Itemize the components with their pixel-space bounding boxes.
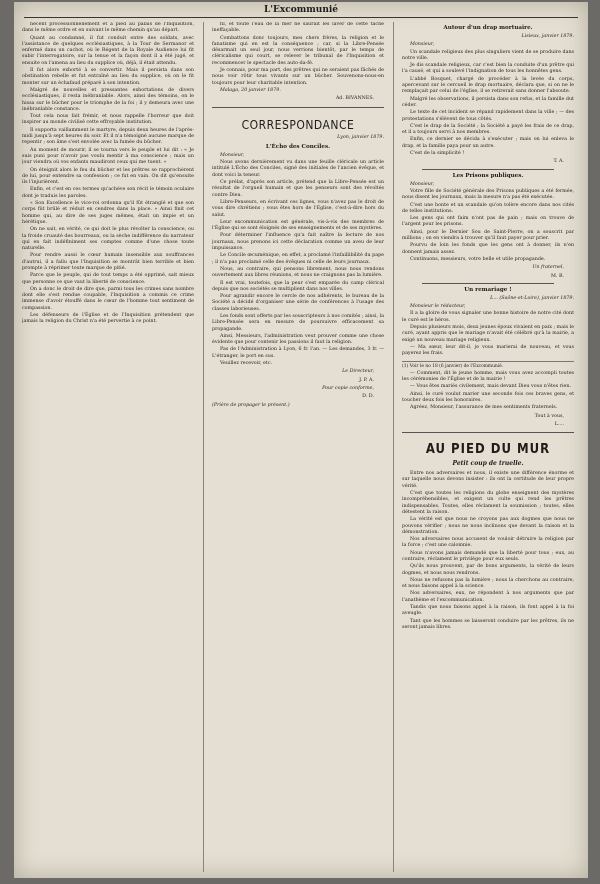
- article-paragraph: Les gens qui ont faim n'ont pas de pain ; mais on trouve de l'argent pour les prisons.: [402, 216, 574, 228]
- article-paragraph: Tout cela nous fait frémir, et nous rappelle l'horreur que doit inspirer au monde civilisé cette effroyable institution.: [22, 114, 194, 126]
- article-paragraph: « Son Excellence le vice-roi ordonna qu'il fût étranglé et que son corps fût brûlé et réduit en cendres dans la place. » Ainsi finit cet homme qui, au dire de ses juges mêmes, était un impie et un hérétique.: [22, 201, 194, 225]
- masthead-title: L'Excommunié: [263, 5, 339, 15]
- article-paragraph: Je dis scandale religieux, car c'est bien la conduite d'un prêtre qui l'a causé, et qui a soulevé l'indignation de tous les honnêtes gens.: [402, 63, 574, 75]
- salutation: Monsieur,: [410, 42, 435, 48]
- article-paragraph: Depuis plusieurs mois, deux jeunes époux vivaient en paix ; mais le curé, ayant appris que le mariage n'avait été célébré qu'à la mairie, a exigé un nouveau mariage religieux.: [402, 324, 574, 343]
- article-paragraph: On ne sait, en vérité, ce qui doit le plus révolter la conscience, ou la froide cruauté des bourreaux, ou la sèche indifférence du narrateur qui en fait indéfiniment ses comptes comme d'une chose toute naturelle.: [22, 227, 194, 252]
- article-paragraph: Qu'ils nous prouvent, par de bons arguments, la vérité de leurs dogmes, et nous nous rendrons.: [402, 564, 574, 576]
- article-paragraph: C'est de la simplicité !: [410, 151, 465, 157]
- article-paragraph: — Vous êtes mariés civilement, mais devant Dieu vous n'êtes rien.: [410, 384, 571, 390]
- article-paragraph: Combattons donc toujours, mes chers frères, la religion et le fanatisme qui en est la conséquence ; car, si la Libre-Pensée désarmait un seul jour, nous verrions bientôt, par le temps de cléricalisme qui court, se relever le tribunal de l'Inquisition et recommencer le spectacle des auto-da-fé.: [212, 35, 384, 66]
- article-paragraph: Ce prélat, d'après son article, prétend que la Libre-Pensée est un résultat de l'orgueil humain et que les penseurs sont des révoltés contre Dieu.: [212, 180, 384, 198]
- column-left: [22, 22, 194, 874]
- masthead: [24, 4, 578, 18]
- section-title: CORRESPONDANCE: [241, 117, 355, 132]
- article-title: Les Prisons publiques.: [452, 172, 524, 179]
- article-paragraph: Pourvu de loin les fonds que les gens ont à donner, ils n'en donnent jamais assez.: [402, 243, 574, 255]
- article-paragraph: Nous ne refusons pas la lumière ; nous la cherchons au contraire, et nous faisons appel à la science.: [402, 577, 574, 590]
- salutation: Monsieur le rédacteur,: [410, 304, 466, 310]
- article-paragraph: Enfin, ce dernier se décida à s'exécuter ; mais on lui enleva le drap, et la famille paya pour un autre.: [402, 137, 574, 149]
- article-paragraph: Libre-Penseurs, en écrivant ces lignes, vous n'avez pas le droit de vous dire chrétiens ; vous êtes hors de l'Église, c'est-à-dire hors du salut.: [212, 199, 384, 218]
- article-paragraph: Ainsi, pour le Dernier Sou de Saint-Pierre, on a souscrit par millions ; on en viendra à trouver qu'il faut payer pour prier.: [402, 229, 574, 242]
- article-paragraph: Pour rendre aussi le cœur humain insensible aux souffrances d'autrui, il a fallu que l'Inquisition se montrât bien terrible et bien prompte à réprimer toute marque de pitié.: [22, 253, 194, 271]
- dateline: Malaga, 20 janvier 1879.: [220, 87, 281, 93]
- article-paragraph: La vérité est que nous ne croyons pas aux dogmes que nous ne pouvons vérifier ; nous ne nous inclinons que devant la raison et la démonstration.: [402, 517, 574, 535]
- article-paragraph: Pour agrandir encore le cercle de nos adhérents, le bureau de la Société a décidé d'organiser une série de conférences à l'usage des classes laborieuses.: [212, 294, 384, 312]
- article-paragraph: Les défenseurs de l'Église et de l'Inquisition prétendent que jamais la religion du Christ n'a été pervertie à ce point.: [22, 313, 194, 325]
- article-paragraph: nécent processionnellement et à pied au palais de l'Inquisition, dans le même ordre et en suivant le même chemin qu'au départ.: [22, 22, 194, 34]
- article-paragraph: Je connais, pour ma part, des prêtres qui ne seraient pas fâchés de nous voir rôtir tous vivants sur un bûcher. Souvenons-nous-en toujours pour leur charitable intention.: [212, 68, 384, 86]
- article-paragraph: Nos adversaires nous accusent de vouloir détruire la religion par la force ; c'est une calomnie.: [402, 537, 574, 549]
- article-paragraph: Pas de l'Administration à Lyon, 6 fr. l'an. — Les demandes, 3 fr. — L'étranger, le port en sus.: [212, 347, 384, 359]
- article-paragraph: Ainsi, Messieurs, l'administration veut prouver comme une chose évidente que pour contenir les passions il faut la religion.: [212, 333, 384, 346]
- article-paragraph: Le texte de cet incident se répand rapidement dans la ville ; — des protestations s'élèvent de tous côtés.: [402, 110, 574, 122]
- article-paragraph: Nous n'avons jamais demandé que la liberté pour tous ; eux, au contraire, réclament le privilège pour eux seuls.: [402, 550, 574, 562]
- dateline: L... (Saône-et-Loire), janvier 1879.: [490, 295, 574, 301]
- article-paragraph: C'est que toutes les religions du globe enseignent des mystères incompréhensibles, et exigent un culte qui rend les prêtres indispensables. Toutes, elles réclament la soumission ; toutes, elles détestent la raison.: [402, 491, 574, 515]
- article-paragraph: Nous avons dernièrement vu dans une feuille cléricale un article intitulé L'Écho des Conciles, signé des initiales de l'ancien évêque, et dont voici la teneur.: [212, 160, 384, 178]
- salutation: Monsieur,: [220, 152, 245, 158]
- footer-note: (Prière de propager le présent.): [212, 402, 290, 408]
- article-paragraph: Leur excommunication est générale, vis-à-vis des membres de l'Église qui se sont éloignés de ses enseignements et de ses mystères.: [212, 219, 384, 232]
- article-paragraph: Nous, au contraire, qui pensons librement, nous nous rendons ouvertement aux libres réunions, et nous ne craignons pas la lumière.: [212, 266, 384, 279]
- dateline: Lyon, janvier 1879.: [337, 134, 384, 140]
- closing: Veuillez recevoir, etc.: [220, 361, 273, 367]
- article-paragraph: — Comment, dit le jeune homme, mais vous avez accompli toutes les cérémonies de l'Église et de la mairie !: [402, 370, 574, 383]
- article-paragraph: Tandis que nous faisons appel à la raison, ils font appel à la foi aveugle.: [402, 605, 574, 617]
- author-signature: Ad. BIVANNES.: [335, 96, 374, 102]
- article-paragraph: Le Concile œcuménique, en effet, a proclamé l'infaillibilité du pape ; il n'a pas proclamé celle des évêques ni celle de leurs journaux.: [212, 253, 384, 265]
- column-rule: [203, 22, 204, 872]
- article-paragraph: Parce que le peuple, qui de tout temps a été opprimé, sait mieux que personne ce que vaut la liberté de conscience.: [22, 273, 194, 285]
- signature-line: Pour copie conforme,: [322, 385, 374, 391]
- section-title: AU PIED DU MUR: [425, 442, 551, 458]
- signature-line: T. A.: [553, 159, 564, 165]
- letter-title: L'Écho des Conciles.: [265, 143, 331, 150]
- article-paragraph: Nos adversaires, eux, ne répondent à nos arguments que par l'anathème et l'excommunication.: [402, 591, 574, 603]
- article-paragraph: Pour déterminer l'influence qu'a fait naître la lecture de nos journaux, nous prenons ici cette déclaration comme un aveu de leur impuissance.: [212, 233, 384, 252]
- dateline: Lisieux, janvier 1879.: [521, 34, 574, 39]
- article-paragraph: Quant au condamné, il fut conduit entre des soldats, avec l'assistance de quelques ecclésiastiques, à la Tour de Sermanor et enfermé dans un cachot, où le Régent de la Royale Audience lui fit subir l'interrogatoire, sur la tenue et la façon dont il a été jugé, et ensuite on l'amena au lieu du supplice où, déjà, il était attendu.: [22, 35, 194, 66]
- article-paragraph: Ainsi, le curé voulut marier une seconde fois ces braves gens, et toucher deux fois les honoraires.: [402, 391, 574, 403]
- article-paragraph: Entre nos adversaires et nous, il existe une différence énorme et sur laquelle nous devons insister : ils ont la certitude de leur propre vérité.: [402, 471, 574, 489]
- article-paragraph: Malgré les observations, il persista dans son refus, et la famille dut céder.: [402, 96, 574, 108]
- signature-line: J. P. A.: [359, 377, 374, 383]
- article-paragraph: Malgré de nouvelles et pressantes exhortations de divers ecclésiastiques, il resta inébranlable. Alors, ainsi des témoins, on le hissa sur le bûcher pour le triomphe de la foi ; il y demeura avec une inébranlable constance.: [22, 87, 194, 112]
- section-subtitle: Petit coup de truelle.: [452, 460, 524, 468]
- article-paragraph: C'est une honte et un scandale qu'on tolère encore dans nos cités de telles institutions.: [402, 202, 574, 214]
- article-paragraph: Votre fille de Société générale des Prisons publiques a été fermée, nous disent les journaux, mais la mesure n'a pas été exécutée.: [402, 188, 574, 201]
- signature-line: L....: [554, 421, 564, 427]
- article-paragraph: Au moment de mourir, il se tourna vers le peuple et lui dit : « Je suis puni pour n'avoir pas voulu mentir à ma conscience ; mais un jour viendra où vos enfants maudiront ceux qui me tuent. »: [22, 147, 194, 166]
- article-title: Autour d'un drap mortuaire.: [443, 25, 533, 31]
- column-sub-a: [212, 22, 384, 874]
- article-paragraph: Continuons, messieurs, votre belle et utile propagande.: [410, 256, 546, 262]
- salutation: Monsieur,: [410, 181, 435, 187]
- article-paragraph: Il a la gloire de vous signaler une bonne histoire de notre cité dont le curé est le héros.: [402, 311, 574, 323]
- signature-line: Tout à vous,: [534, 413, 564, 419]
- article-paragraph: — Ma sœur, leur dit-il, je vous marierai de nouveau, et vous payerez les frais.: [402, 344, 574, 357]
- article-paragraph: L'abbé Bosquet, chargé de procéder à la levée du corps, apercevant sur le cercueil le drap mortuaire, déclara que, si on ne le remplaçait par celui de l'église, il se retirerait sans donner l'absoute.: [402, 76, 574, 95]
- article-paragraph: Il fut alors exhorté à se convertir. Mais il persista dans son obstination rebelle et fut entraîné au lieu du supplice, où on le fit monter sur un échafaud préparé à son intention.: [22, 68, 194, 86]
- article-paragraph: Un scandale religieux des plus singuliers vient de se produire dans notre ville.: [402, 49, 574, 61]
- article-paragraph: On a donc le droit de dire que, parmi tous les crimes sans nombre dont elle s'est rendue coupable, l'Inquisition a commis ce crime immense d'avoir étouffé dans le cœur de l'homme tout sentiment de compassion.: [22, 286, 194, 311]
- article-paragraph: Tant que les hommes se laisseront conduire par les prêtres, ils ne seront jamais libres.: [402, 618, 574, 630]
- article-paragraph: fil, et toute l'eau de la mer ne saurait les laver de cette tache ineffaçable.: [212, 22, 384, 34]
- article-title: Un remariage !: [464, 286, 512, 293]
- article-paragraph: Les fonds sont offerts par les souscripteurs à nos comités ; ainsi, la Libre-Pensée sera en mesure de poursuivre efficacement sa propagande.: [212, 313, 384, 332]
- footnote: (1) Voir le no 18 (6 janvier) de l'Excommunié.: [402, 361, 574, 370]
- article-paragraph: C'est le drap de la Société ; la Société a payé les frais de ce drap, et il a toujours servi à nos membres.: [402, 123, 574, 136]
- article-paragraph: On éteignit alors le feu du bûcher et les prêtres se rapprochèrent de lui, pour entendre sa confession ; ce fut en vain. On dit qu'ensuite ils l'injurièrent.: [22, 167, 194, 186]
- column-sub-b: [402, 22, 574, 874]
- article-paragraph: Il supporta vaillamment le martyre, depuis deux heures de l'après-midi jusqu'à sept heures du soir. Et il n'a témoigné aucune marque de repentir ; son âme s'est envolée avec la fumée du bûcher.: [22, 127, 194, 146]
- signature-line: D. D.: [362, 394, 374, 400]
- article-paragraph: Il est vrai, toutefois, que la peur s'est emparée du camp clérical depuis que nos sociétés se multiplient dans nos villes.: [212, 280, 384, 292]
- signature-line: Le Directeur,: [342, 369, 374, 375]
- article-paragraph: Enfin, et c'est en ces termes qu'achève son récit le témoin oculaire dont je traduis les paroles.: [22, 187, 194, 199]
- signature-line: Un fraternel,: [532, 265, 564, 271]
- signature-line: M. B.: [550, 273, 564, 279]
- article-paragraph: Agréez, Monsieur, l'assurance de mes sentiments fraternels.: [410, 405, 558, 411]
